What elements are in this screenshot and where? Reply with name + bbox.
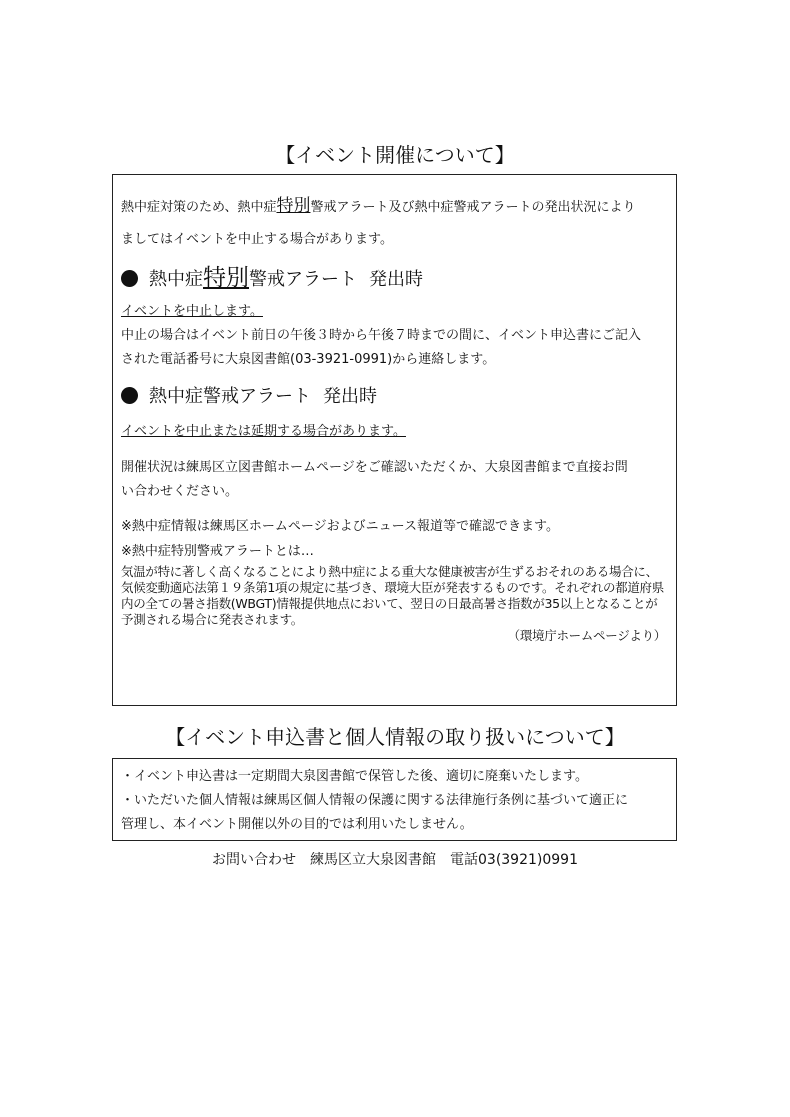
heading1-text-b: 警戒アラート [249, 269, 357, 290]
info-note: ※熱中症情報は練馬区ホームページおよびニュース報道等で確認できます。 [121, 519, 559, 534]
intro-text-b: 警戒アラート及び熱中症警戒アラートの発出状況により [310, 200, 636, 215]
source-note: （環境庁ホームページより） [507, 628, 666, 643]
privacy-line-2: ・いただいた個人情報は練馬区個人情報の保護に関する法律施行条例に基づいて適正に [121, 793, 629, 808]
cancel-body-1: 中止の場合はイベント前日の午後３時から午後７時までの間に、イベント申込書にご記入 [121, 328, 642, 343]
intro-line-1 [121, 198, 636, 216]
definition-body: 気温が特に著しく高くなることにより熱中症による重大な健康被害が生ずるおそれのある場合に、気候変動適応法第１９条第1項の規定に基づき、環境大臣が発表するものです。それぞれの都道府県内の全ての暑さ指数(WBGT)情報提供地点において、翌日の日最高暑さ指数が35以上となることが予測される場合に発表されます。 [121, 564, 664, 627]
intro-text-a: 熱中症対策のため、熱中症 [121, 200, 277, 215]
intro-highlight: 特別 [276, 196, 311, 216]
heading2-text-a: 熱中症警戒アラート [149, 386, 311, 407]
contact-info: お問い合わせ 練馬区立大泉図書館 電話03(3921)0991 [212, 852, 578, 868]
heading-alert [121, 384, 377, 410]
heading1-highlight: 特別 [203, 265, 249, 291]
cancel-body-2: された電話番号に大泉図書館(03-3921-0991)から連絡します。 [121, 352, 496, 367]
heading2-text-b: 発出時 [323, 386, 377, 407]
status-line-2: い合わせください。 [121, 484, 239, 499]
heading1-text-c: 発出時 [369, 269, 423, 290]
heading1-text-a: 熱中症 [149, 269, 203, 290]
bullet-icon [121, 387, 138, 404]
event-section-title: 【イベント開催について】 [275, 143, 515, 167]
cancel-note: イベントを中止します。 [121, 304, 263, 319]
privacy-line-3: 管理し、本イベント開催以外の目的では利用いたしません。 [121, 817, 473, 832]
status-line-1: 開催状況は練馬区立図書館ホームページをご確認いただくか、大泉図書館まで直接お問 [121, 460, 628, 475]
privacy-line-1: ・イベント申込書は一定期間大泉図書館で保管した後、適切に廃棄いたします。 [121, 769, 588, 784]
privacy-section-title: 【イベント申込書と個人情報の取り扱いについて】 [165, 725, 625, 749]
postpone-note: イベントを中止または延期する場合があります。 [121, 424, 406, 439]
intro-line-2: ましてはイベントを中止する場合があります。 [121, 232, 393, 247]
heading-special-alert [121, 265, 423, 293]
definition-title: ※熱中症特別警戒アラートとは… [121, 544, 314, 559]
bullet-icon [121, 270, 138, 287]
